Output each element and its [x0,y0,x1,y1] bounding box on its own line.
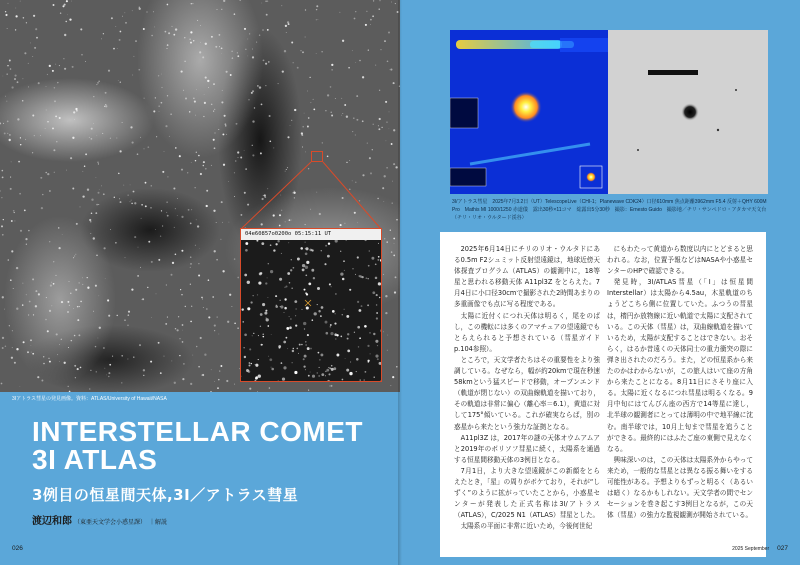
article-paragraph: ところで，天文学者たちはその重要性をより強調している。なぜなら，幅が約20kmで現在秒速58kmという猛スピードで移動，オープンエンド（軌道が閉じない）の双曲線軌道を描いており，その軌道は非常に偏心（離心率＝6.1），黄道に対して175°傾いている。これが確実ならば，別の惑星から来たという強力な証拠となる。 [454,355,600,431]
issue-label: 2025 September [732,546,770,552]
comet-gray-image [608,30,768,194]
inset-timestamp: 04e60857o0200o 05:15:11 UT [241,229,381,240]
comet-target-marker [311,151,323,162]
article-paragraph: 2025年6月14日にチリのリオ・ウルタドにある0.5m F2シュミット反射望遠鏡は，地球近傍天体探査プログラム（ATLAS）の観測中に，18等星と思われる移動天体 A11pl3Z をとらえた。7月4日に小口径30cmで撮影された2時間あまりの多重画像でも点に写る程度である。 [454,245,600,309]
article-paragraph: 発見時，3I/ATLAS彗星（「I」は恒星間Interstellar）は太陽から4.5au，木星軌道のちょうどこちら側に位置していた。ふつうの彗星は，楕円か放物線に近い軌道で太陽に支配されている。この天体（彗星）は，双曲線軌道を描いているため，太陽が支配することはできない。おそらく，はるか昔遠くの天体同士の重力衝突の際に弾き出されたのだろう。また，どの恒星系から来たのかはわからないが，この旅人はいて座の方角から来たことになる。8月11日にさそり座に入る。太陽に近くなるにつれ彗星は明るくなる。9月中旬にはてんびん座の西方で14等星に達し，北半球の観測者にとっては薄明の中で地平線に沈む。南半球では，10月上旬まで彗星を追うことができる。最終的にはふたご座の東側で見えなくなる。 [607,278,753,453]
article-paragraph: 興味深いのは，この天体は太陽系外からやって来ため，一般的な彗星とは異なる振る舞いをする可能性がある。予想よりもずっと明るく（あるいは暗く）なるかもしれない。天文学者の間でセンセーションを巻き起こす3例目となるが，この天体（彗星）の強力な監視観測が開始されている。 [607,455,753,520]
right-page [400,0,800,565]
comet-color-graphic [450,30,608,194]
inset-starfield [241,240,382,382]
page-number-right [732,545,788,552]
article-paragraph: 太陽に近付くにつれ天体は明るく，尾をのばし，この機転には多くのアマチュアの望遠鏡でもとらえられると予想されている（彗星ガイドp.104参照）。 [454,311,600,353]
title-english-line2: 3I ATLAS [32,444,158,475]
comet-mark [305,300,311,306]
article-paragraph: 太陽系の平面に非常に近いため，今後何世紀 [460,522,593,531]
author-line [32,512,167,527]
article-column-2 [607,244,753,521]
article-column-1 [454,244,600,532]
photo-caption: 3I/アトラス彗星 2025年7月3.2日（UT）TelescopeLive（CHI-1；Planewave CDK24）口径610mm 焦点距離3962mm F5.4 反射＋QHY 600M Pro Mathis MI 1000/1250 赤道儀 露出30秒×11コマ 総露出5分30秒 撮影：Ernesto Guido 撮影地／チリ・サンペドロ・アタカマ天文台（チリ・リオ・ウルタード渓谷） [452,199,767,221]
title-english [32,418,363,474]
article-paragraph: にもわたって黄道から数度以内にとどまると思われる。なお，位置予報などはNASAや小惑星センターのHPで確認できる。 [607,245,753,276]
page-number: 027 [777,545,788,552]
image-caption: 3Iアトラス彗星の発見画像。資料：ATLAS/University of Hawaii/NASA [12,396,167,402]
book-spine [398,0,402,565]
article-body [440,232,766,557]
article-paragraph: A11pl3Z は，2017年の謎の天体オウムアムアと2019年のボリソフ彗星に続く，太陽系を通過する恒星間移動天体の3例目となる。 [454,433,600,464]
author-name: 渡辺和郎 [32,516,72,527]
comet-color-image [450,30,608,194]
page-number-left: 026 [12,545,23,552]
title-japanese: 3例目の恒星間天体,3I／アトラス彗星 [32,486,299,504]
author-role: ｜解説 [149,519,168,526]
comet-gray-graphic [608,30,768,194]
author-affiliation: （東亜天文学会小惑星課） [74,519,147,526]
article-paragraph: 7月1日，より大きな望遠鏡がこの新顔をとらえたとき，「星」の周りがボケており，それが“しずく”のように拡がっていたことから，小惑星センターが発表した正式名称は3I/アトラス（ATLAS），C/2025 N1（ATLAS）彗星とした。 [454,466,600,520]
title-english-line1: INTERSTELLAR COMET [32,416,363,447]
discovery-inset-image [240,228,382,382]
